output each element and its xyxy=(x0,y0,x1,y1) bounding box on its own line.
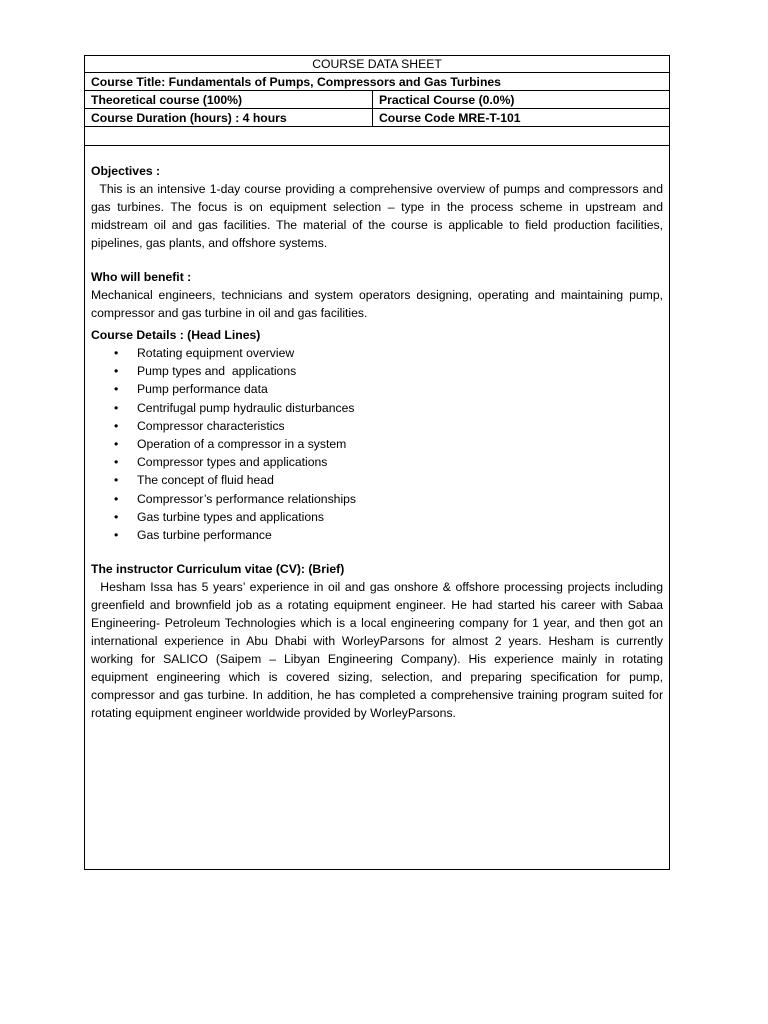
list-item xyxy=(91,362,663,380)
benefit-text: Mechanical engineers, technicians and system operators designing, operating and maintaining pump, compressor and gas turbine in oil and gas facilities. xyxy=(91,288,663,320)
course-data-sheet xyxy=(84,55,670,870)
list-item-label: Operation of a compressor in a system xyxy=(137,437,347,452)
list-item-label: Compressor types and applications xyxy=(137,455,328,470)
course-duration: Course Duration (hours) : 4 hours xyxy=(85,109,373,126)
bullet-icon: • xyxy=(114,400,119,415)
list-item-label: Compressor characteristics xyxy=(137,418,285,433)
list-item-label: Rotating equipment overview xyxy=(137,346,295,360)
bullet-icon: • xyxy=(114,418,119,433)
list-item xyxy=(91,490,663,508)
course-duration-row xyxy=(85,109,669,127)
course-title: Course Title: Fundamentals of Pumps, Compressors and Gas Turbines xyxy=(91,74,501,89)
list-item xyxy=(91,453,663,471)
course-code: Course Code MRE-T-101 xyxy=(379,110,521,125)
list-item-label: Compressor’s performance relationships xyxy=(137,491,357,506)
bullet-icon: • xyxy=(114,437,119,452)
empty-row xyxy=(85,127,669,146)
list-item xyxy=(91,435,663,453)
sheet-title: COURSE DATA SHEET xyxy=(312,57,442,71)
objectives-text: This is an intensive 1-day course providing a comprehensive overview of pumps and compressors and gas turbines. The focus is on equipment selection – type in the process scheme in upstream and midstream oil and gas facilities. The material of the course is applicable to field production facilities, pipelines, gas plants, and offshore systems. xyxy=(91,182,667,250)
list-item-label: Gas turbine types and applications xyxy=(137,509,324,524)
list-item-label: The concept of fluid head xyxy=(137,473,274,488)
bullet-icon: • xyxy=(114,455,119,470)
bullet-icon: • xyxy=(114,491,119,506)
list-item-label: Pump types and applications xyxy=(137,364,297,379)
bullet-icon: • xyxy=(114,382,119,397)
list-item xyxy=(91,471,663,489)
list-item-label: Pump performance data xyxy=(137,382,268,397)
course-title-row xyxy=(85,73,669,91)
bullet-icon: • xyxy=(114,473,119,488)
list-item-label: Gas turbine performance xyxy=(137,528,272,543)
bullet-icon: • xyxy=(114,364,119,379)
list-item xyxy=(91,417,663,435)
list-item-label: Centrifugal pump hydraulic disturbances xyxy=(137,400,355,415)
list-item xyxy=(91,508,663,526)
benefit-heading: Who will benefit : xyxy=(91,270,192,284)
bullet-icon: • xyxy=(114,509,119,524)
cv-text: Hesham Issa has 5 years’ experience in oil and gas onshore & offshore processing projects including greenfield and brownfield job as a rotating equipment engineer. He had started his career with Sabaa Engineering- Petroleum Technologies which is a local engineering company for 1 year, and then got an international experience in Abu Dhabi with WorleyParsons for almost 2 years. Hesham is currently working for SALICO (Saipem – Libyan Engineering Company). His experience mainly in rotating equipment engineering which is covered sizing, selection, and preparing specification for pump, compressor and gas turbine. In addition, he has completed a comprehensive training program suited for rotating equipment engineer worldwide provided by WorleyParsons. xyxy=(91,580,667,721)
list-item xyxy=(91,526,663,544)
sheet-content xyxy=(85,146,669,722)
details-heading: Course Details : (Head Lines) xyxy=(91,328,261,342)
theoretical-course: Theoretical course (100%) xyxy=(85,91,373,108)
bullet-icon: • xyxy=(114,528,119,543)
bullet-icon: • xyxy=(114,346,119,360)
cv-heading: The instructor Curriculum vitae (CV): (Brief) xyxy=(91,562,345,577)
list-item xyxy=(91,399,663,417)
list-item xyxy=(91,380,663,398)
objectives-heading: Objectives : xyxy=(91,164,161,178)
practical-course: Practical Course (0.0%) xyxy=(379,92,515,107)
details-list xyxy=(91,344,663,544)
course-type-row xyxy=(85,91,669,109)
sheet-title-row xyxy=(85,56,669,73)
list-item xyxy=(91,344,663,362)
